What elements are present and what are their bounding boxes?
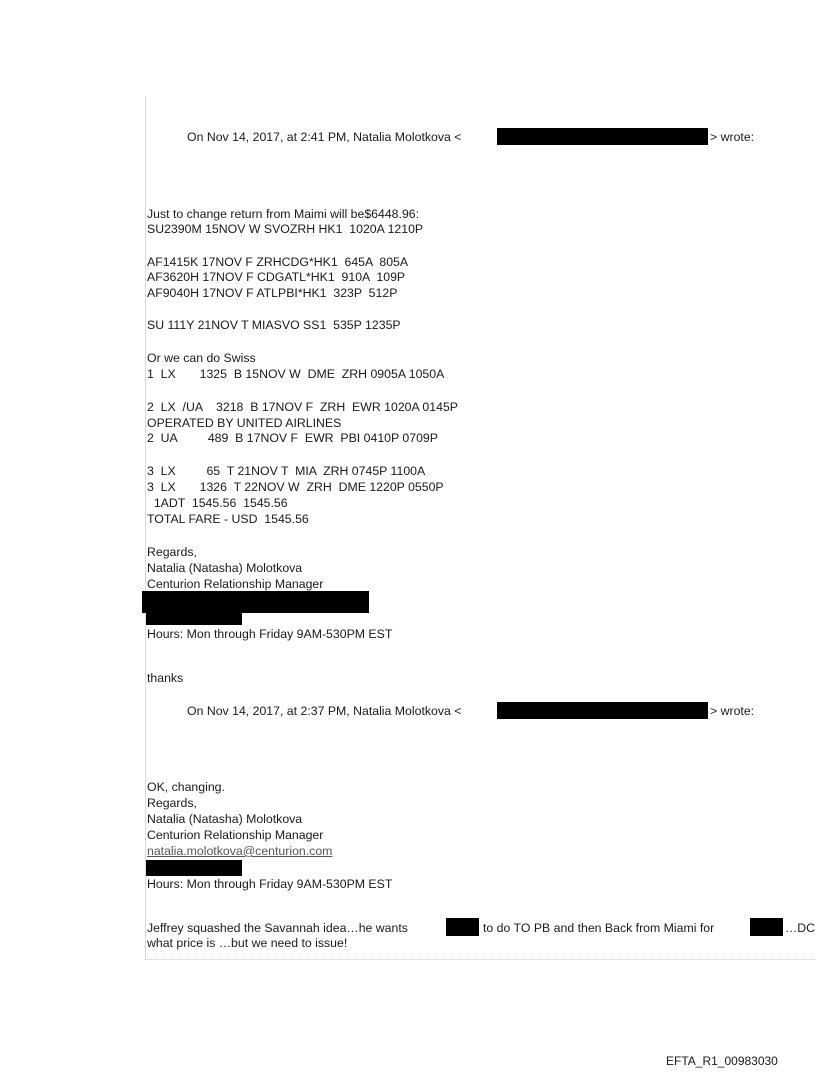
redacted-contact-2 <box>146 613 242 625</box>
redacted-email-1 <box>497 128 708 145</box>
email1-line: Centurion Relationship Manager <box>147 577 324 591</box>
redacted-email-2 <box>497 702 708 719</box>
email1-line: AF1415K 17NOV F ZRHCDG*HK1 645A 805A <box>147 255 409 269</box>
quote-header-2-suffix: > wrote: <box>710 704 755 718</box>
quote-border-left <box>145 96 146 960</box>
email1-line: 3 LX 1326 T 22NOV W ZRH DME 1220P 0550P <box>147 480 444 494</box>
email1-line: 1 LX 1325 B 15NOV W DME ZRH 0905A 1050A <box>147 367 445 381</box>
email3-text-2: to do TO PB and then Back from Miami for <box>483 921 715 935</box>
document-id: EFTA_R1_00983030 <box>666 1054 778 1068</box>
quote-header-1-prefix: On Nov 14, 2017, at 2:41 PM, Natalia Molotkova < <box>187 130 462 144</box>
quote-border-bottom <box>145 959 816 960</box>
email1-line: AF3620H 17NOV F CDGATL*HK1 910A 109P <box>147 270 406 284</box>
email1-line: 3 LX 65 T 21NOV T MIA ZRH 0745P 1100A <box>147 464 426 478</box>
redacted-contact-1 <box>142 591 369 613</box>
redacted-amount-1 <box>446 918 479 936</box>
email2-line: Regards, <box>147 796 197 810</box>
email-link[interactable]: natalia.molotkova@centurion.com <box>147 844 333 858</box>
email3-text-3: …DC <box>785 921 816 935</box>
email1-line: 1ADT 1545.56 1545.56 <box>147 496 288 510</box>
email1-line: OPERATED BY UNITED AIRLINES <box>147 416 342 430</box>
email1-line: Or we can do Swiss <box>147 351 256 365</box>
email1-line: Hours: Mon through Friday 9AM-530PM EST <box>147 627 393 641</box>
thanks-text: thanks <box>147 671 184 685</box>
email3-line-2: what price is …but we need to issue! <box>147 936 348 950</box>
email1-line: SU2390M 15NOV W SVOZRH HK1 1020A 1210P <box>147 222 424 236</box>
email1-line: 2 UA 489 B 17NOV F EWR PBI 0410P 0709P <box>147 431 438 445</box>
redacted-contact-3 <box>146 860 242 876</box>
quote-header-1-suffix: > wrote: <box>710 130 755 144</box>
redacted-amount-2 <box>750 918 783 936</box>
email3-text-1: Jeffrey squashed the Savannah idea…he wants <box>147 921 408 935</box>
quote-header-2-prefix: On Nov 14, 2017, at 2:37 PM, Natalia Molotkova < <box>187 704 462 718</box>
email1-line: AF9040H 17NOV F ATLPBI*HK1 323P 512P <box>147 286 398 300</box>
email1-line: 2 LX /UA 3218 B 17NOV F ZRH EWR 1020A 0145P <box>147 400 458 414</box>
email2-line: Natalia (Natasha) Molotkova <box>147 812 303 826</box>
email2-line: OK, changing. <box>147 780 225 794</box>
email2-line: Centurion Relationship Manager <box>147 828 324 842</box>
email1-line: Natalia (Natasha) Molotkova <box>147 561 303 575</box>
email1-line: Just to change return from Maimi will be$6448.96: <box>147 207 420 221</box>
email1-line: Regards, <box>147 545 197 559</box>
email2-line: Hours: Mon through Friday 9AM-530PM EST <box>147 877 393 891</box>
email1-line: TOTAL FARE - USD 1545.56 <box>147 512 309 526</box>
email1-line: SU 111Y 21NOV T MIASVO SS1 535P 1235P <box>147 318 401 332</box>
